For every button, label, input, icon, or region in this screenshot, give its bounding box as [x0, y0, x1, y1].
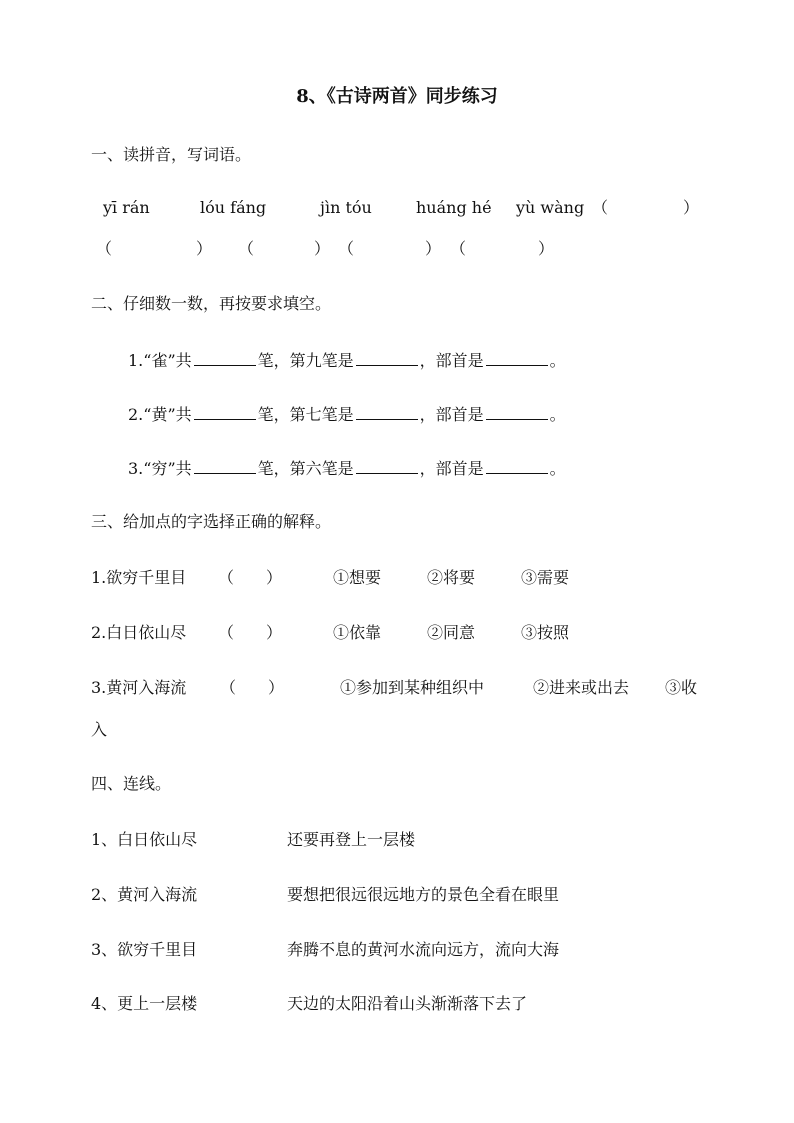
stroke-question-post: ，部首是: [419, 405, 484, 424]
meaning-question-3: 3.黄河入海流: [91, 678, 187, 697]
answer-paren[interactable]: （ ）: [218, 568, 283, 587]
stroke-order-blank[interactable]: [356, 351, 418, 366]
stroke-question-mid: 笔，第九笔是: [257, 351, 354, 370]
answer-paren-open-2: （: [96, 239, 113, 258]
stroke-question-end: 。: [549, 351, 566, 370]
stroke-count-blank[interactable]: [194, 405, 256, 420]
stroke-question-pre: 3.“穷”共: [128, 459, 192, 478]
answer-paren-open-5: （: [450, 239, 467, 258]
option-2: ②同意: [427, 623, 476, 642]
option-1: ①想要: [333, 568, 382, 587]
stroke-question-3: [128, 459, 566, 477]
answer-paren-open-3: （: [238, 239, 255, 258]
section-2-heading: 二、仔细数一数，再按要求填空。: [91, 294, 332, 313]
answer-paren-close-4: ）: [425, 239, 442, 258]
radical-blank[interactable]: [486, 459, 548, 474]
option-3-wrap: 入: [91, 720, 108, 739]
match-right-2[interactable]: 要想把很远很远地方的景色全看在眼里: [287, 885, 560, 904]
option-1: ①依靠: [333, 623, 382, 642]
stroke-question-end: 。: [549, 459, 566, 478]
answer-paren-close-3: ）: [314, 239, 331, 258]
pinyin-1: yī rán: [103, 198, 150, 217]
answer-paren-close-2: ）: [196, 239, 213, 258]
radical-blank[interactable]: [486, 405, 548, 420]
pinyin-2: lóu fáng: [200, 198, 267, 217]
stroke-question-end: 。: [549, 405, 566, 424]
pinyin-5: yù wàng: [516, 198, 585, 217]
stroke-count-blank[interactable]: [194, 459, 256, 474]
section-4-heading: 四、连线。: [91, 774, 172, 793]
option-3: ③收: [665, 678, 698, 697]
meaning-question-1: 1.欲穷千里目: [91, 568, 187, 587]
match-left-2[interactable]: 2、黄河入海流: [91, 885, 198, 904]
answer-paren-open-1: （: [592, 198, 609, 217]
match-left-3[interactable]: 3、欲穷千里目: [91, 940, 198, 959]
option-3: ③需要: [521, 568, 570, 587]
match-right-1[interactable]: 还要再登上一层楼: [287, 830, 416, 849]
stroke-count-blank[interactable]: [194, 351, 256, 366]
answer-paren-open-4: （: [338, 239, 355, 258]
stroke-question-1: [128, 351, 566, 369]
option-3: ③按照: [521, 623, 570, 642]
section-1-heading: 一、读拼音，写词语。: [91, 145, 252, 164]
stroke-question-post: ，部首是: [419, 459, 484, 478]
section-3-heading: 三、给加点的字选择正确的解释。: [91, 512, 332, 531]
answer-paren[interactable]: （ ）: [218, 623, 283, 642]
pinyin-3: jìn tóu: [320, 198, 372, 217]
answer-paren[interactable]: （ ）: [220, 678, 285, 697]
stroke-question-post: ，部首是: [419, 351, 484, 370]
match-right-3[interactable]: 奔腾不息的黄河水流向远方，流向大海: [287, 940, 560, 959]
option-2: ②进来或出去: [533, 678, 630, 697]
match-left-1[interactable]: 1、白日依山尽: [91, 830, 198, 849]
match-right-4[interactable]: 天边的太阳沿着山头渐渐落下去了: [287, 994, 528, 1013]
page-title: 8、《古诗两首》同步练习: [296, 86, 498, 107]
answer-paren-close-5: ）: [538, 239, 555, 258]
option-2: ②将要: [427, 568, 476, 587]
radical-blank[interactable]: [486, 351, 548, 366]
stroke-question-2: [128, 405, 566, 423]
match-left-4[interactable]: 4、更上一层楼: [91, 994, 198, 1013]
stroke-question-mid: 笔，第六笔是: [257, 459, 354, 478]
answer-paren-close-1: ）: [683, 198, 700, 217]
option-1: ①参加到某种组织中: [340, 678, 485, 697]
stroke-question-mid: 笔，第七笔是: [257, 405, 354, 424]
meaning-question-2: 2.白日依山尽: [91, 623, 187, 642]
stroke-order-blank[interactable]: [356, 405, 418, 420]
stroke-question-pre: 2.“黄”共: [128, 405, 192, 424]
pinyin-4: huáng hé: [416, 198, 492, 217]
stroke-question-pre: 1.“雀”共: [128, 351, 192, 370]
stroke-order-blank[interactable]: [356, 459, 418, 474]
